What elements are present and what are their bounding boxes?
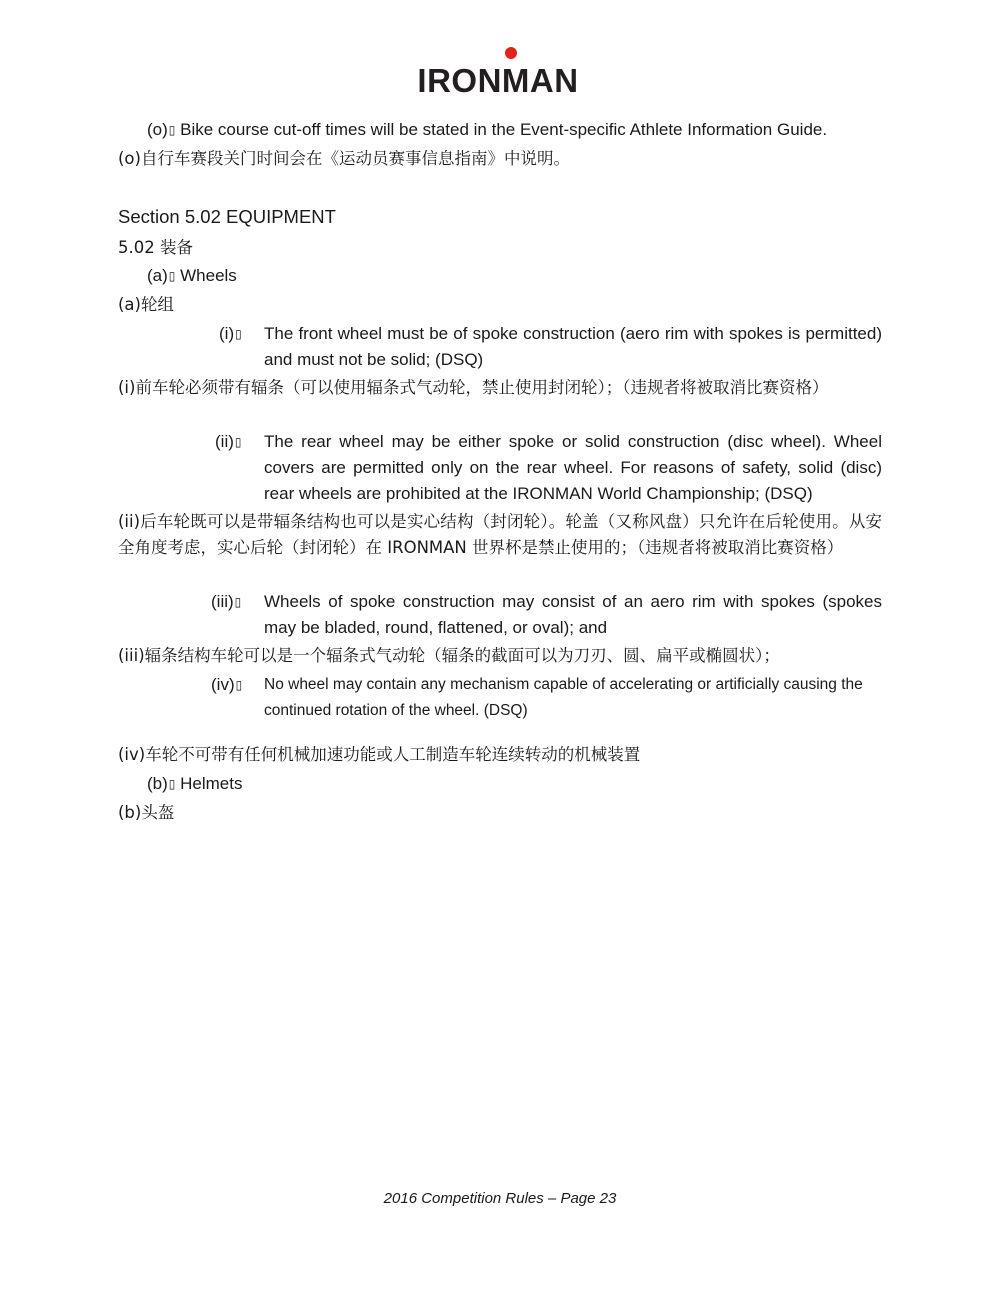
page-footer: 2016 Competition Rules – Page 23	[383, 1190, 617, 1207]
rule-o-chinese: (o)自行车赛段关门时间会在《运动员赛事信息指南》中说明。	[118, 149, 570, 168]
rule-a-english	[147, 263, 237, 289]
section-title: Section 5.02 EQUIPMENT	[118, 206, 336, 227]
rule-b-english	[147, 771, 242, 797]
rule-i-chinese: (i)前车轮必须带有辐条（可以使用辐条式气动轮，禁止使用封闭轮）；（违规者将被取消比赛资格）	[118, 378, 829, 397]
rule-a-label: (a)	[147, 266, 168, 285]
ironman-logo	[408, 44, 588, 98]
rule-iii-label: (iii)	[211, 592, 234, 611]
logo-wordmark: IRONMAN	[417, 62, 579, 98]
rule-iv-label: (iv)	[211, 675, 235, 694]
rule-ii-english: The rear wheel may be either spoke or solid construction (disc wheel). Wheel covers are permitted only on the rear wheel. For reasons of safety, solid (disc) rear wheels are prohibited at the IRONMAN World Championship; (DSQ)	[264, 432, 882, 503]
section-title-chinese: 5.02 装备	[118, 238, 193, 257]
box-glyph-icon: ▯	[168, 269, 176, 283]
rule-iii-english: Wheels of spoke construction may consist of an aero rim with spokes (spokes may be bladed, round, flattened, or oval); and	[264, 592, 882, 637]
rule-iii-label-wrap	[211, 589, 241, 615]
rule-ii-chinese: (ii)后车轮既可以是带辐条结构也可以是实心结构（封闭轮）。轮盖（又称风盘）只允许在后轮使用。从安全角度考虑，实心后轮（封闭轮）在 IRONMAN 世界杯是禁止使用的；（违规者将被取消比赛资格）	[118, 512, 882, 557]
rule-iv-chinese: (iv)车轮不可带有任何机械加速功能或人工制造车轮连续转动的机械装置	[118, 745, 641, 764]
rule-b-text: Helmets	[180, 774, 243, 793]
box-glyph-icon: ▯	[235, 327, 242, 341]
box-glyph-icon: ▯	[168, 777, 176, 791]
rule-a-text: Wheels	[180, 266, 237, 285]
rule-i-label: (i)	[219, 324, 235, 343]
rule-i-english: The front wheel must be of spoke construction (aero rim with spokes is permitted) and must not be solid; (DSQ)	[264, 324, 882, 369]
rule-o-text: Bike course cut-off times will be stated in the Event-specific Athlete Information Guide.	[180, 120, 828, 139]
rule-ii-label: (ii)	[215, 432, 234, 451]
rule-i-label-wrap	[219, 321, 242, 347]
box-glyph-icon: ▯	[234, 435, 242, 449]
rule-iv-label-wrap	[211, 672, 242, 698]
rule-o-english	[147, 117, 827, 143]
box-glyph-icon: ▯	[235, 678, 243, 692]
box-glyph-icon: ▯	[168, 123, 176, 137]
rule-iv-english: No wheel may contain any mechanism capable of accelerating or artificially causing the continued rotation of the wheel. (DSQ)	[264, 676, 863, 719]
rule-a-chinese: (a)轮组	[118, 295, 174, 314]
rule-o-label: (o)	[147, 120, 168, 139]
rule-b-label: (b)	[147, 774, 168, 793]
rule-ii-label-wrap	[215, 429, 242, 455]
rule-iii-chinese: (iii)辐条结构车轮可以是一个辐条式气动轮（辐条的截面可以为刀刃、圆、扁平或椭圆状）；	[118, 646, 780, 665]
box-glyph-icon: ▯	[234, 595, 242, 609]
ironman-logo-graphic	[408, 44, 588, 98]
rule-b-chinese: (b)头盔	[118, 803, 175, 822]
